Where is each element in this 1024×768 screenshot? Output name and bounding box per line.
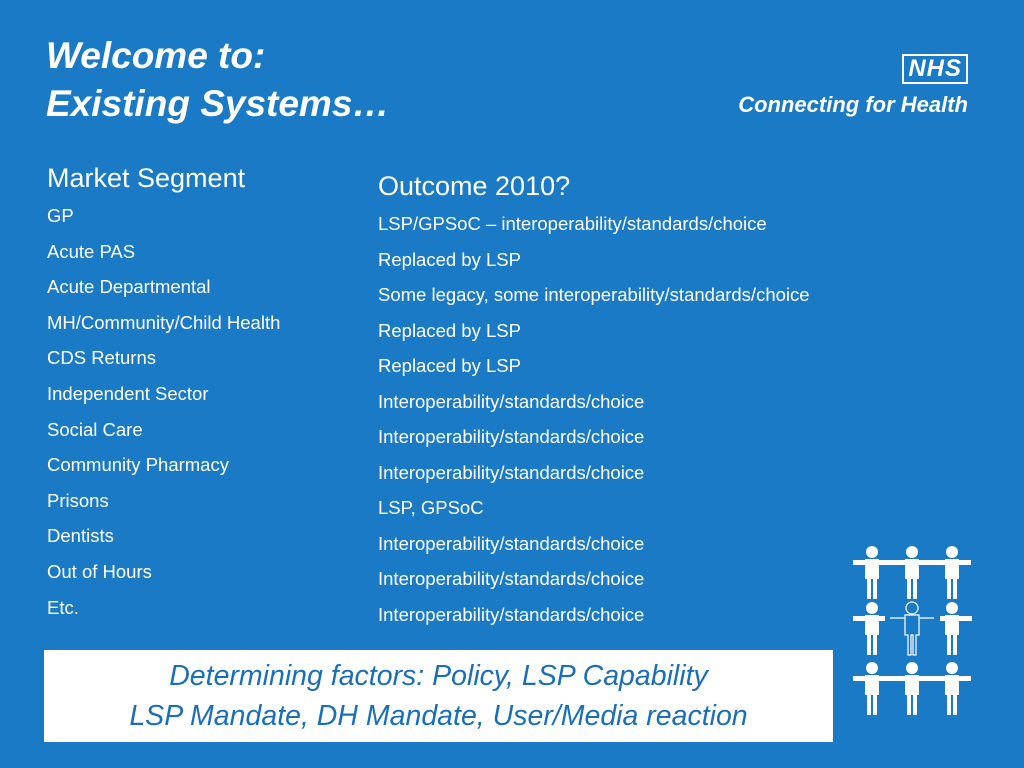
outcome-heading: Outcome 2010? [378,171,571,201]
list-item: Acute PAS [47,240,136,262]
title-line-1: Welcome to: [46,35,266,76]
list-item: Interoperability/standards/choice [378,461,645,483]
list-item: Dentists [47,525,114,547]
title-line-2: Existing Systems… [46,83,390,124]
determining-factors-box [44,650,833,742]
list-item: Interoperability/standards/choice [378,603,645,625]
list-item: Social Care [47,418,143,440]
list-item: Interoperability/standards/choice [378,532,645,554]
list-item: CDS Returns [47,347,156,369]
page-title [46,32,389,128]
market-segment-column [47,158,367,625]
list-item: Replaced by LSP [378,319,521,341]
list-item: LSP, GPSoC [378,497,484,518]
footer-line-1: Determining factors: Policy, LSP Capability [169,660,708,692]
list-item: Interoperability/standards/choice [378,568,645,589]
nhs-logo [738,54,968,118]
list-item: GP [47,205,74,226]
footer-line-2: LSP Mandate, DH Mandate, User/Media reaction [129,700,748,732]
market-segment-list [47,198,367,625]
list-item: Community Pharmacy [47,454,229,476]
list-item: Out of Hours [47,560,152,582]
list-item: Replaced by LSP [378,248,521,270]
list-item: Replaced by LSP [378,355,521,376]
list-item: Prisons [47,489,109,511]
list-item: Acute Departmental [47,276,211,298]
market-segment-heading: Market Segment [47,163,246,193]
logo-tagline: Connecting for Health [738,92,968,117]
list-item: Interoperability/standards/choice [378,390,645,412]
list-item: Independent Sector [47,382,209,404]
list-item: Some legacy, some interoperability/standards/choice [378,284,810,305]
list-item: Etc. [47,596,79,618]
people-group-icon [850,540,975,720]
list-item: LSP/GPSoC – interoperability/standards/choice [378,213,767,234]
nhs-wordmark: NHS [902,54,968,84]
list-item: Interoperability/standards/choice [378,426,645,447]
list-item: MH/Community/Child Health [47,311,281,333]
